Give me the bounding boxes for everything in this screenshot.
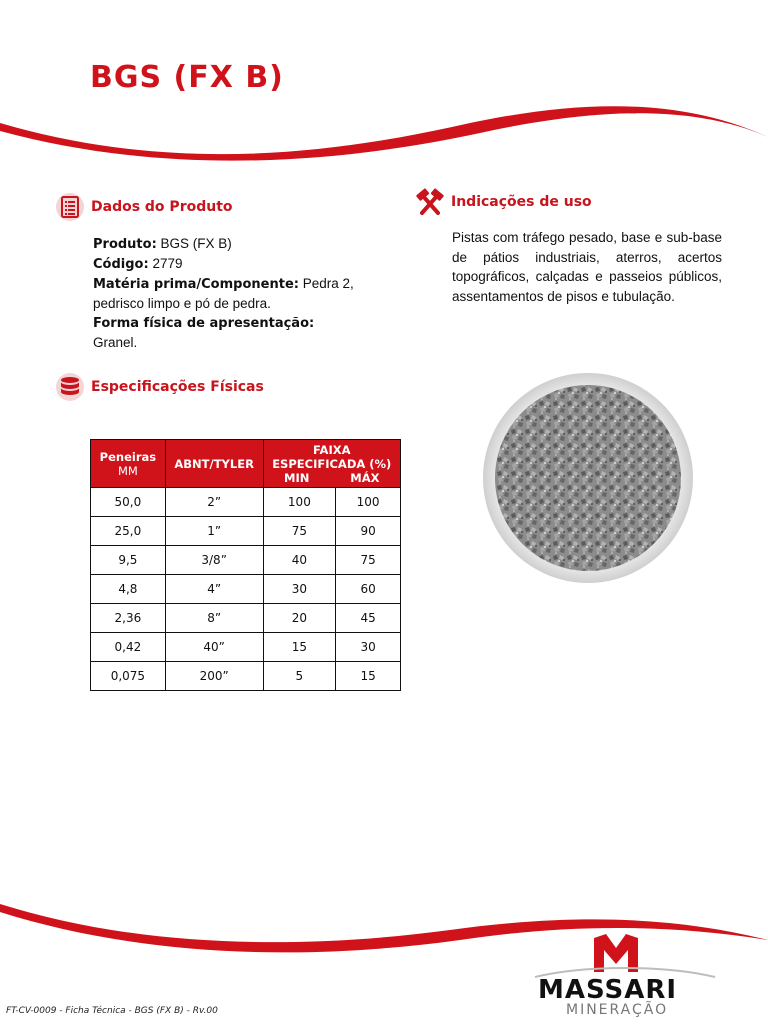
- product-section-title: Dados do Produto: [91, 199, 233, 215]
- table-cell: 25,0: [91, 517, 166, 546]
- table-cell: 0,42: [91, 633, 166, 662]
- table-cell: 45: [336, 604, 401, 633]
- database-icon: [55, 372, 85, 402]
- table-cell: 75: [336, 546, 401, 575]
- footer-swoosh: [0, 890, 768, 960]
- codigo-label: Código:: [93, 257, 149, 272]
- usage-text: Pistas com tráfego pesado, base e sub-base de pátios industriais, aterros, acertos topográficos, calçadas e passeios públicos, assentamentos de pisos e tubulação.: [452, 230, 722, 304]
- brand-subtitle: MINERAÇÃO: [566, 1002, 669, 1018]
- header-faixa: [263, 440, 400, 488]
- tools-hammer-icon: [415, 187, 445, 217]
- table-cell: 20: [263, 604, 336, 633]
- usage-section-title: Indicações de uso: [451, 194, 592, 210]
- document-code: FT-CV-0009 - Ficha Técnica - BGS (FX B) - Rv.00: [6, 1006, 218, 1016]
- materia-value: Pedra 2, pedrisco limpo e pó de pedra.: [93, 276, 354, 311]
- table-cell: 8”: [165, 604, 263, 633]
- header-swoosh: [0, 95, 768, 165]
- table-cell: 9,5: [91, 546, 166, 575]
- table-cell: 15: [263, 633, 336, 662]
- forma-row: [93, 313, 383, 352]
- table-row: [91, 546, 401, 575]
- specs-section-title: Especificações Físicas: [91, 379, 264, 395]
- forma-value: Granel.: [93, 335, 138, 350]
- product-row: [93, 234, 383, 254]
- min-label: MIN: [284, 470, 310, 485]
- materia-label: Matéria prima/Componente:: [93, 277, 299, 292]
- table-cell: 2,36: [91, 604, 166, 633]
- specs-section-header: [55, 372, 264, 402]
- table-row: [91, 662, 401, 691]
- table-cell: 75: [263, 517, 336, 546]
- table-cell: 100: [336, 488, 401, 517]
- table-cell: 90: [336, 517, 401, 546]
- table-cell: 30: [263, 575, 336, 604]
- codigo-row: [93, 254, 383, 274]
- clipboard-list-icon: [55, 192, 85, 222]
- table-row: [91, 633, 401, 662]
- table-cell: 1”: [165, 517, 263, 546]
- table-cell: 0,075: [91, 662, 166, 691]
- header-peneiras: [91, 440, 166, 488]
- table-cell: 15: [336, 662, 401, 691]
- usage-section-header: [415, 187, 592, 217]
- faixa-line1: FAIXA: [313, 442, 351, 457]
- materia-row: [93, 274, 383, 313]
- table-cell: 30: [336, 633, 401, 662]
- table-cell: 200”: [165, 662, 263, 691]
- gravel-image: [482, 372, 694, 584]
- peneiras-label: Peneiras: [99, 449, 157, 464]
- table-cell: 3/8”: [165, 546, 263, 575]
- page-title: BGS (FX B): [90, 60, 284, 95]
- max-label: MÁX: [350, 470, 380, 485]
- table-cell: 5: [263, 662, 336, 691]
- table-row: [91, 575, 401, 604]
- table-cell: 2”: [165, 488, 263, 517]
- brand-name: MASSARI: [538, 975, 678, 1005]
- header-abnt: ABNT/TYLER: [165, 440, 263, 488]
- table-cell: 60: [336, 575, 401, 604]
- table-cell: 4,8: [91, 575, 166, 604]
- table-cell: 40”: [165, 633, 263, 662]
- product-details: [93, 234, 383, 352]
- table-cell: 4”: [165, 575, 263, 604]
- table-row: [91, 517, 401, 546]
- faixa-line2: ESPECIFICADA (%): [272, 456, 392, 471]
- table-cell: 50,0: [91, 488, 166, 517]
- specs-table: [90, 439, 401, 691]
- produto-value: BGS (FX B): [160, 236, 232, 251]
- product-section-header: [55, 192, 233, 222]
- table-row: [91, 604, 401, 633]
- forma-label: Forma física de apresentação:: [93, 316, 315, 331]
- table-cell: 100: [263, 488, 336, 517]
- table-row: [91, 488, 401, 517]
- table-cell: 40: [263, 546, 336, 575]
- produto-label: Produto:: [93, 237, 157, 252]
- codigo-value: 2779: [152, 256, 183, 271]
- mm-label: MM: [117, 463, 138, 478]
- faixa-minmax: [264, 471, 400, 485]
